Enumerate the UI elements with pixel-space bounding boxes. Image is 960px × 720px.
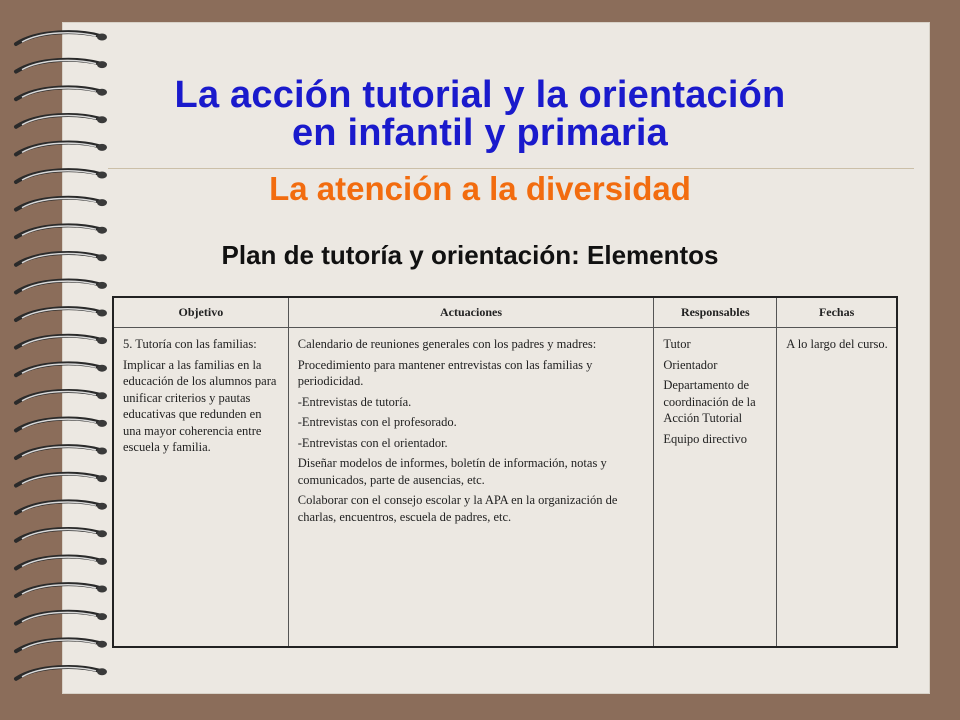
binding-hole: [97, 227, 107, 234]
plan-table: [112, 296, 898, 648]
cell-actuaciones: [288, 328, 654, 648]
binding-hole: [97, 641, 107, 648]
section-heading: Plan de tutoría y orientación: Elementos: [221, 240, 719, 270]
header-fechas: Fechas: [777, 297, 897, 328]
binding-hole: [97, 34, 107, 41]
responsable-item: Tutor: [663, 337, 691, 351]
responsable-item: Orientador: [663, 357, 718, 372]
actuacion-item: Procedimiento para mantener entrevistas con las familias y periodicidad.: [297, 357, 593, 388]
binding-hole: [97, 392, 107, 399]
cell-objetivo: [113, 328, 288, 648]
binding-hole: [97, 448, 107, 455]
responsable-item: Departamento de coordinación de la Acción Tutorial: [663, 378, 756, 425]
binding-hole: [97, 613, 107, 620]
binding-hole: [97, 365, 107, 372]
cell-responsables: [654, 328, 777, 648]
fechas-text: A lo largo del curso.: [786, 337, 888, 351]
slide-title: [0, 76, 960, 152]
actuacion-item: Diseñar modelos de informes, boletín de información, notas y comunicados, parte de ausencias, etc.: [297, 456, 607, 487]
table-row: [113, 328, 897, 648]
cell-fechas: [777, 328, 897, 648]
actuacion-item: -Entrevistas con el orientador.: [297, 435, 448, 450]
binding-hole: [97, 61, 107, 68]
binding-hole: [97, 586, 107, 593]
responsable-item: Equipo directivo: [663, 431, 747, 446]
title-divider: [108, 168, 914, 169]
actuacion-item: Calendario de reuniones generales con los padres y madres:: [297, 337, 597, 351]
title-line-2: en infantil y primaria: [291, 112, 669, 154]
header-actuaciones: Actuaciones: [288, 297, 654, 328]
binding-hole: [97, 420, 107, 427]
table-header-row: [113, 297, 897, 328]
header-objetivo: Objetivo: [113, 297, 288, 328]
slide-subtitle: La atención a la diversidad: [269, 170, 691, 207]
actuacion-item: -Entrevistas con el profesorado.: [297, 415, 457, 429]
actuacion-item: -Entrevistas de tutoría.: [297, 394, 412, 409]
binding-hole: [97, 558, 107, 565]
binding-hole: [97, 337, 107, 344]
binding-hole: [97, 475, 107, 482]
objetivo-text: Implicar a las familias en la educación de los alumnos para unificar criterios y pautas educativas que redunden en una mayor coherencia entre escuela y familia.: [123, 357, 277, 454]
binding-hole: [97, 503, 107, 510]
actuacion-item: Colaborar con el consejo escolar y la APA en la organización de charlas, encuentros, escuela de padres, etc.: [297, 493, 618, 524]
binding-hole: [97, 530, 107, 537]
header-responsables: Responsables: [654, 297, 777, 328]
binding-hole: [97, 310, 107, 317]
binding-hole: [97, 668, 107, 675]
title-line-1: La acción tutorial y la orientación: [174, 74, 786, 116]
binding-hole: [97, 282, 107, 289]
objetivo-text: 5. Tutoría con las familias:: [123, 337, 257, 351]
